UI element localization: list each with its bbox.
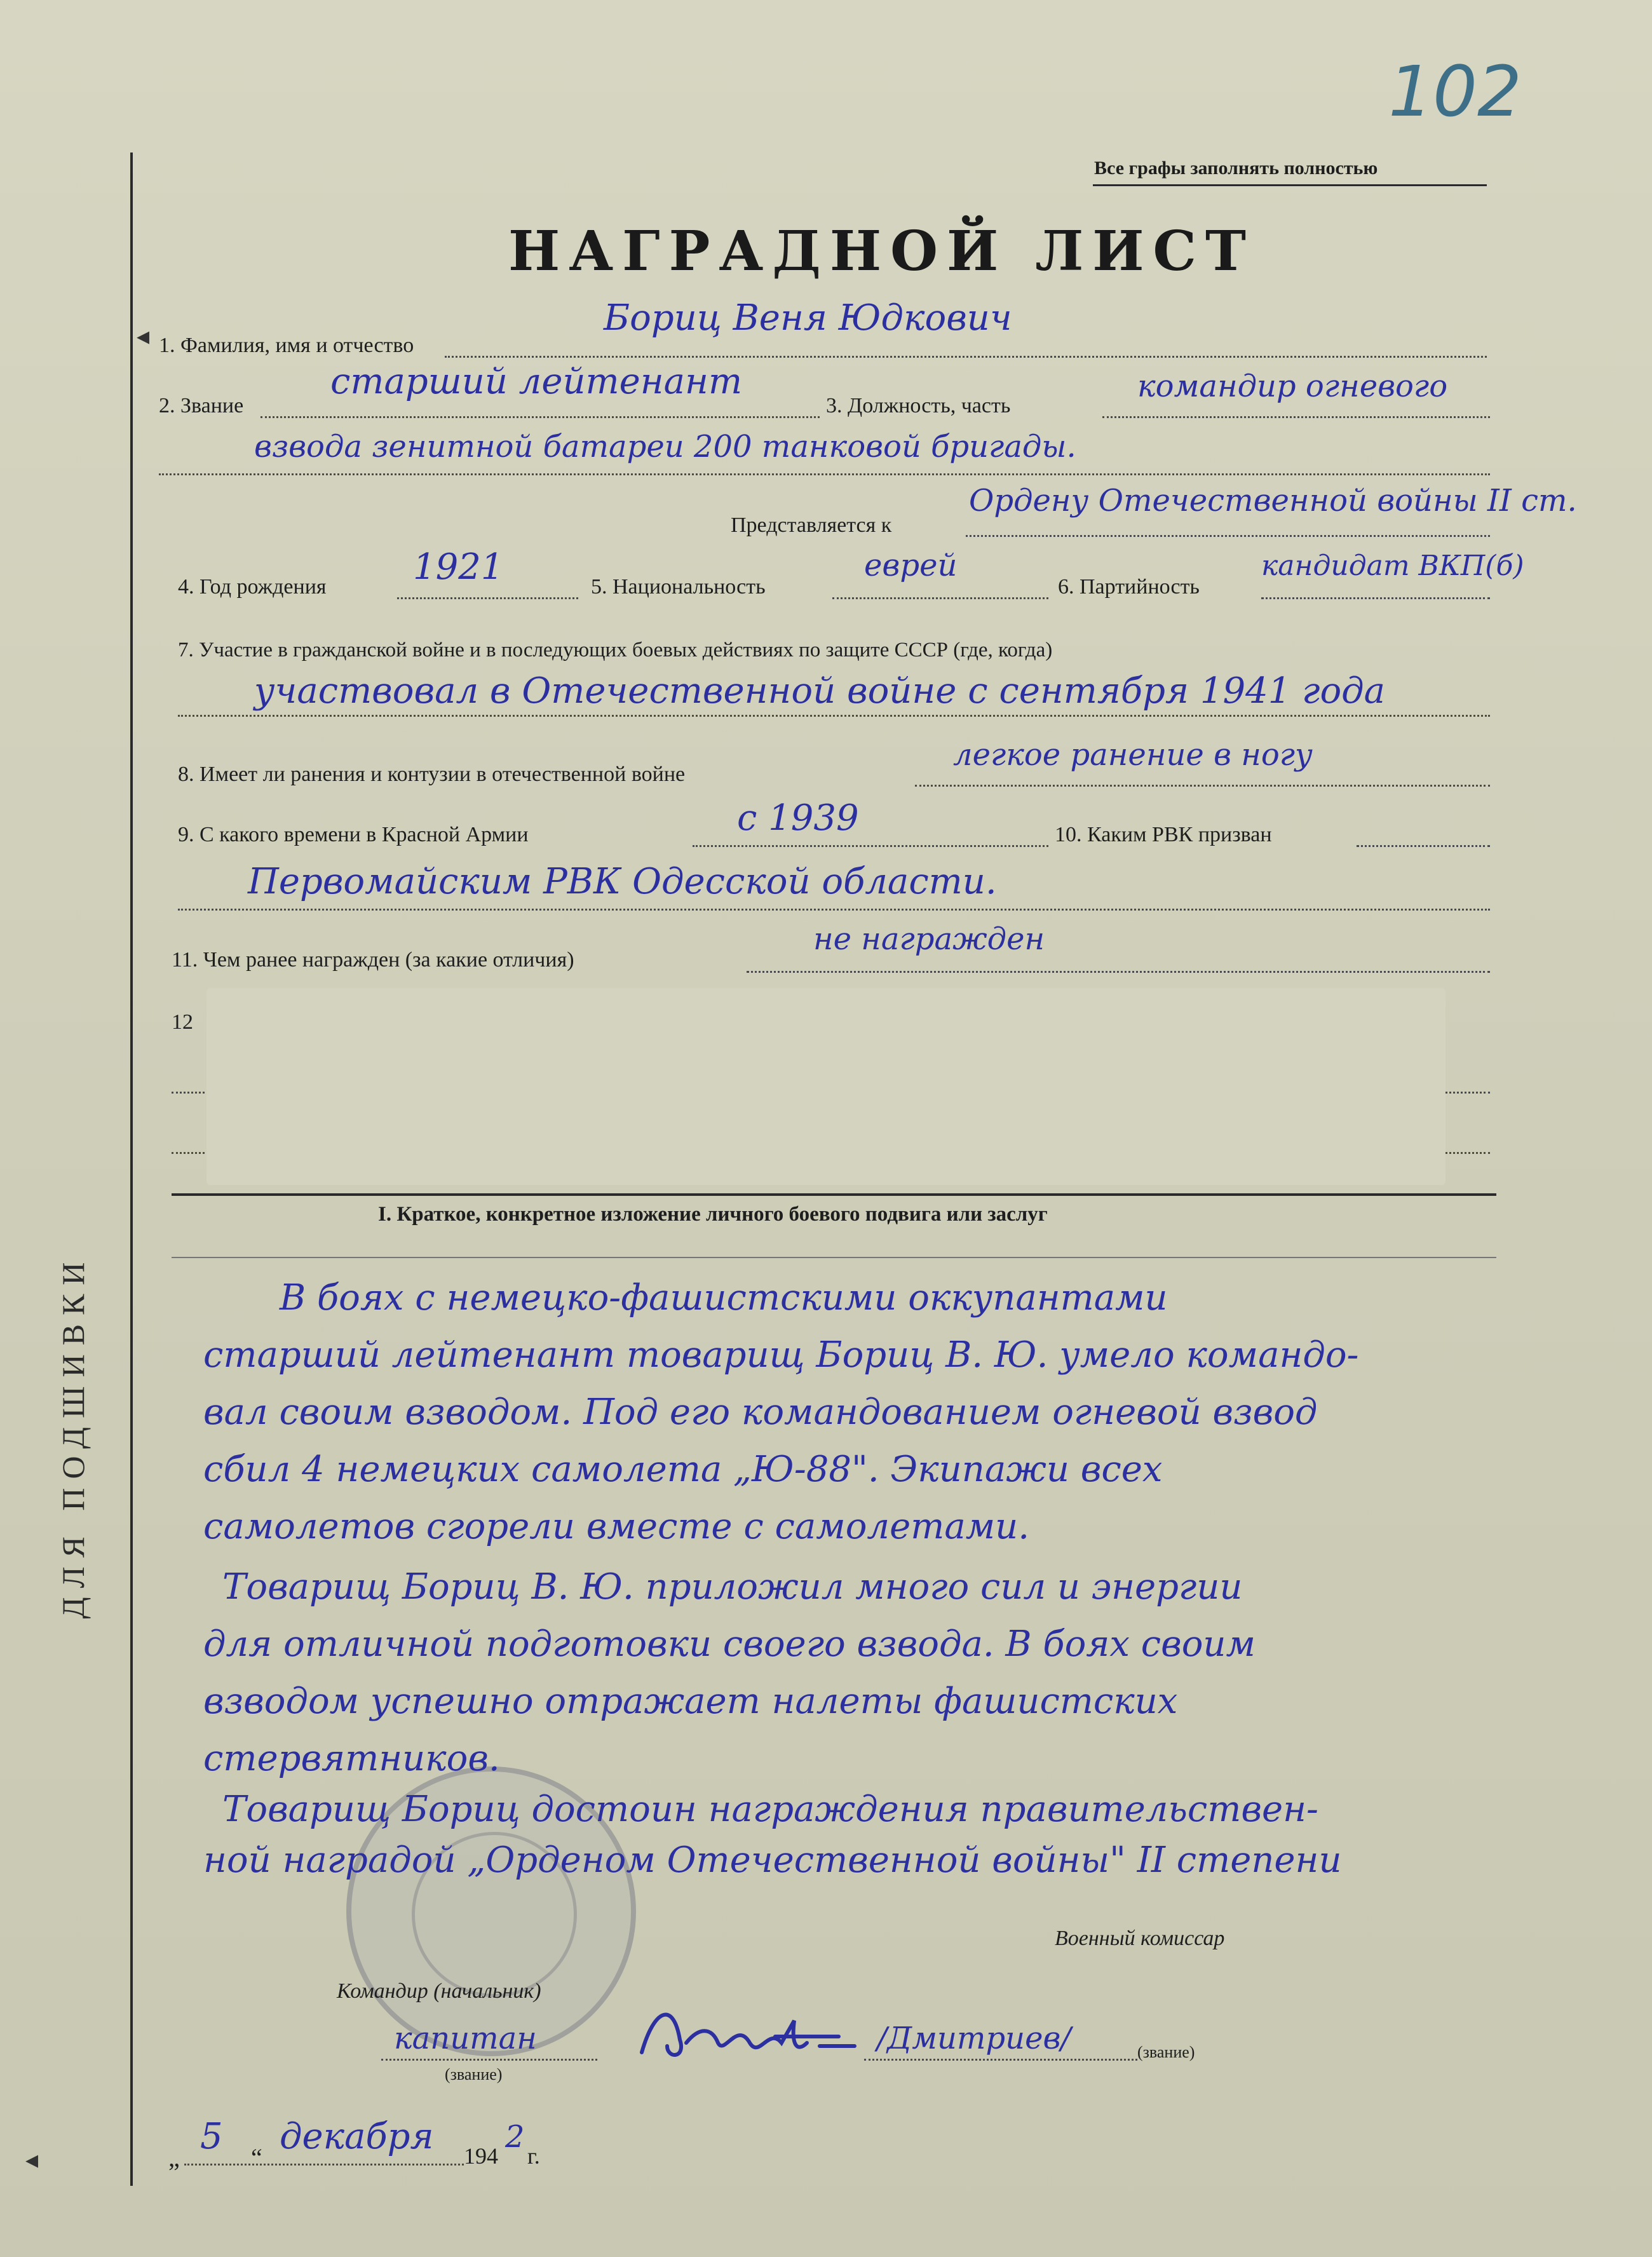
header-rule (1093, 184, 1487, 186)
field-6-value: кандидат ВКП(б) (1261, 550, 1524, 582)
field-3-line-2 (159, 473, 1490, 475)
field-6-label: 6. Партийность (1058, 575, 1200, 599)
field-8-line (915, 785, 1490, 787)
field-11-label: 11. Чем ранее награжден (за какие отличия) (172, 948, 574, 972)
field-8-label: 8. Имеет ли ранения и контузии в отечественной войне (178, 762, 686, 786)
narrative-line: В боях с немецко-фашистскими оккупантами (280, 1277, 1168, 1318)
narrative-line: старший лейтенант товарищ Бориц В. Ю. умело командо- (203, 1334, 1359, 1376)
field-9-line (693, 845, 1048, 847)
field-2-line (261, 416, 820, 418)
commander-rank-line (381, 2059, 597, 2061)
field-7-value: участвовал в Отечественной войне с сентября 1941 года (254, 670, 1386, 712)
field-11-value: не награжден (813, 921, 1045, 957)
date-suffix: г. (527, 2143, 540, 2169)
field-3-value-line2: взвода зенитной батареи 200 танковой бригады. (254, 429, 1076, 464)
field-1-line (445, 356, 1487, 358)
date-year-digit: 2 (505, 2119, 525, 2155)
narrative-line: стервятников. (203, 1738, 500, 1779)
narrative-line: Товарищ Бориц В. Ю. приложил много сил и энергии (222, 1566, 1243, 1608)
date-day: 5 (200, 2116, 223, 2157)
document-title: НАГРАДНОЙ ЛИСТ (508, 219, 1255, 283)
date-quote-open: „ (168, 2143, 180, 2172)
field-3-line (1102, 416, 1490, 418)
field-5-label: 5. Национальность (591, 575, 766, 599)
field-8-value: легкое ранение в ногу (953, 737, 1313, 773)
narrative-line: самолетов сгорели вместе с самолетами. (203, 1506, 1030, 1547)
field-3-label: 3. Должность, часть (826, 394, 1011, 417)
date-month: декабря (280, 2116, 434, 2157)
commander-label: Командир (начальник) (337, 1979, 541, 2003)
archive-number: 102 (1388, 51, 1522, 132)
commissar-rank-caption: (звание) (1137, 2043, 1195, 2061)
field-1-value: Бориц Веня Юдкович (604, 297, 1012, 339)
field-4-label: 4. Год рождения (178, 575, 327, 599)
narrative-line: Товарищ Бориц достоин награждения правительствен- (222, 1789, 1318, 1830)
narrative-line: взводом успешно отражает налеты фашистских (203, 1681, 1178, 1722)
commander-rank: капитан (394, 2021, 537, 2056)
field-6-line (1261, 597, 1490, 599)
narrative-line: для отличной подготовки своего взвода. В боях своим (203, 1623, 1256, 1665)
binding-hole-mark: ◂ (137, 322, 150, 350)
presented-line (966, 535, 1490, 537)
field-9-value: с 1939 (737, 797, 859, 839)
binding-hole-mark: ◂ (25, 2145, 39, 2174)
field-10-line-2 (178, 909, 1490, 911)
field-3-value-line1: командир огневого (1137, 369, 1448, 404)
section-rule-bottom (172, 1257, 1496, 1258)
field-5-value: еврей (864, 548, 958, 583)
date-line (184, 2164, 464, 2166)
field-5-line (832, 597, 1048, 599)
field-10-label: 10. Каким РВК призван (1055, 823, 1272, 846)
date-year-prefix: 194 (464, 2143, 498, 2169)
field-4-value: 1921 (413, 546, 504, 588)
field-10-line (1357, 845, 1490, 847)
commissar-label: Военный комиссар (1055, 1927, 1225, 1950)
field-4-line (397, 597, 578, 599)
section-title: I. Краткое, конкретное изложение личного боевого подвига или заслуг (378, 1203, 1048, 1226)
commander-rank-caption: (звание) (445, 2065, 503, 2084)
field-2-value: старший лейтенант (330, 361, 743, 402)
header-note: Все графы заполнять полностью (1094, 158, 1378, 179)
commissar-name: /Дмитриев/ (877, 2021, 1071, 2056)
field-9-label: 9. С какого времени в Красной Армии (178, 823, 529, 846)
field-1-label: 1. Фамилия, имя и отчество (159, 334, 414, 357)
binding-margin-line (130, 152, 133, 2186)
narrative-line: сбил 4 немецких самолета „Ю-88". Экипажи всех (203, 1449, 1163, 1490)
field-2-label: 2. Звание (159, 394, 244, 417)
redacted-area (207, 988, 1446, 1185)
field-11-line (747, 971, 1490, 973)
commander-signature (629, 1982, 858, 2071)
section-rule (172, 1193, 1496, 1196)
commissar-rank-line (864, 2059, 1137, 2061)
narrative-line: ной наградой „Орденом Отечественной войны" II степени (203, 1840, 1342, 1881)
binding-label: ДЛЯ ПОДШИВКИ (55, 1253, 91, 1619)
field-7-label: 7. Участие в гражданской войне и в последующих боевых действиях по защите СССР (где, когда) (178, 639, 1053, 661)
field-10-value: Первомайским РВК Одесской области. (248, 861, 997, 902)
date-quote-close: “ (251, 2143, 262, 2172)
field-12-label: 12 (172, 1010, 193, 1034)
narrative-line: вал своим взводом. Под его командованием огневой взвод (203, 1392, 1318, 1433)
field-7-line (178, 715, 1490, 717)
presented-label: Представляется к (731, 513, 892, 537)
presented-value: Ордену Отечественной войны II ст. (969, 483, 1577, 518)
